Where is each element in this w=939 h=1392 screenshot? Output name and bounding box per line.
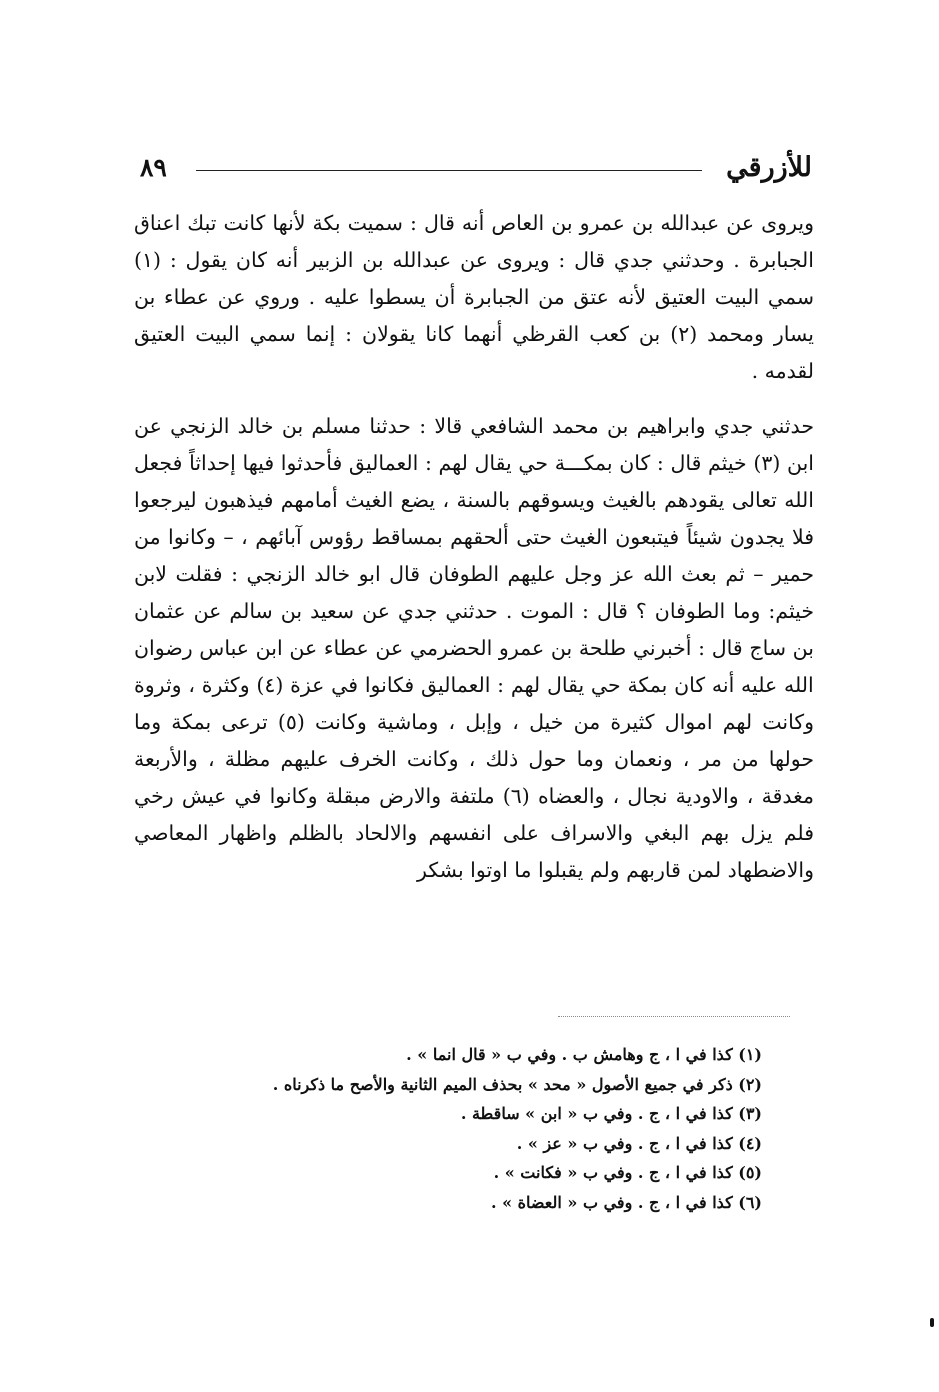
header-rule	[196, 170, 702, 171]
footnote-5: (٥) كذا في ا ، ج . وفي ب « فكانت » .	[493, 1163, 762, 1182]
footnotes	[134, 1040, 762, 1217]
text-line: قال : الموت . حدثني جدي عن سعيد بن سالم عن عثمان بن ساج قال :	[134, 599, 814, 660]
text-line: عليه . وروي عن عطاء بن يسار ومحمد (٢) بن كعب القرظي أنهما كانا	[134, 285, 814, 346]
footnote-6: (٦) كذا في ا ، ج . وفي ب « العضاة » .	[490, 1192, 762, 1212]
main-text	[134, 205, 814, 889]
text-line: عليهم الطوفان قال ابو خالد الزنجي : فقلت لابن خيثم: وما الطوفان ؟	[134, 562, 814, 623]
running-header	[140, 148, 812, 188]
text-line: ألحقهم بمساقط رؤوس آبائهم ، – وكانوا من حمير – ثم بعث الله عز وجل	[134, 525, 814, 586]
paragraph-1	[134, 205, 814, 390]
text-line: أخبرني طلحة بن عمرو الحضرمي عن عطاء عن ابن عباس رضوان الله عليه	[134, 636, 814, 697]
text-line: الزنجي عن ابن (٣) خيثم قال : كان بمكـــة حي يقال لهم : العماليق	[134, 414, 814, 475]
text-line: يقولان : إنما سمي البيت العتيق لقدمه .	[134, 322, 814, 383]
footnote-2: (٢) ذكر في جميع الأصول « محد » بحذف الميم الثانية والأصح ما ذكرناه .	[272, 1074, 762, 1094]
text-line: حدثني جدي وابراهيم بن محمد الشافعي قالا : حدثنا مسلم بن خالد	[229, 414, 814, 438]
text-line: تبك اعناق الجبابرة . وحدثني جدي قال : ويروى عن عبدالله بن الزبير	[134, 211, 815, 272]
text-line: وما حولها من مر ، ونعمان وما حول ذلك ، وكانت الخرف عليهم مظلة ،	[134, 710, 814, 771]
footnote-separator	[558, 1016, 790, 1017]
text-line: وكانوا في عيش رخي فلم يزل بهم البغي والاسراف على انفسهم والالحاد	[134, 784, 815, 845]
paragraph-2	[134, 408, 814, 889]
footnote-4: (٤) كذا في ا ، ج . وفي ب « عز » .	[516, 1133, 762, 1153]
text-line: بالظلم واظهار المعاصي والاضطهاد لمن قاربهم ولم يقبلوا ما اوتوا بشكر	[134, 821, 814, 882]
text-line: والأربعة مغدقة ، والاودية نجال ، والعضاه (٦) ملتفة والارض مبقلة	[134, 747, 815, 808]
running-title: للأزرقي	[726, 152, 812, 183]
text-line: أنه كان يقول : (١) سمي البيت العتيق لأنه عتق من الجبابرة أن يسطوا	[134, 248, 814, 309]
footnote-1: (١) كذا في ا ، ج وهامش ب . وفي ب « قال انما » .	[406, 1045, 762, 1064]
text-line: وكانت لهم اموال كثيرة من خيل ، وإبل ، وماشية وكانت (٥) ترعى بمكة	[161, 710, 814, 734]
text-line: ويروى عن عبدالله بن عمرو بن العاص أنه قال : سميت بكة لأنها كانت	[216, 211, 814, 235]
edge-mark	[930, 1318, 934, 1327]
text-line: يضع الغيث أمامهم فيذهبون ليرجعوا فلا يجدون شيئاً فيتبعون الغيث حتى	[134, 488, 814, 549]
page-number: ٨٩	[140, 153, 167, 182]
text-line: فأحدثوا فيها إحداثاً فجعل الله تعالى يقودهم بالغيث ويسوقهم بالسنة ،	[134, 451, 814, 512]
footnote-3: (٣) كذا في ا ، ج . وفي ب « ابن » ساقطة .	[460, 1104, 762, 1123]
text-line: أنه كان بمكة حي يقال لهم : العماليق فكانوا في عزة (٤) وكثرة ، وثروة	[134, 673, 735, 697]
